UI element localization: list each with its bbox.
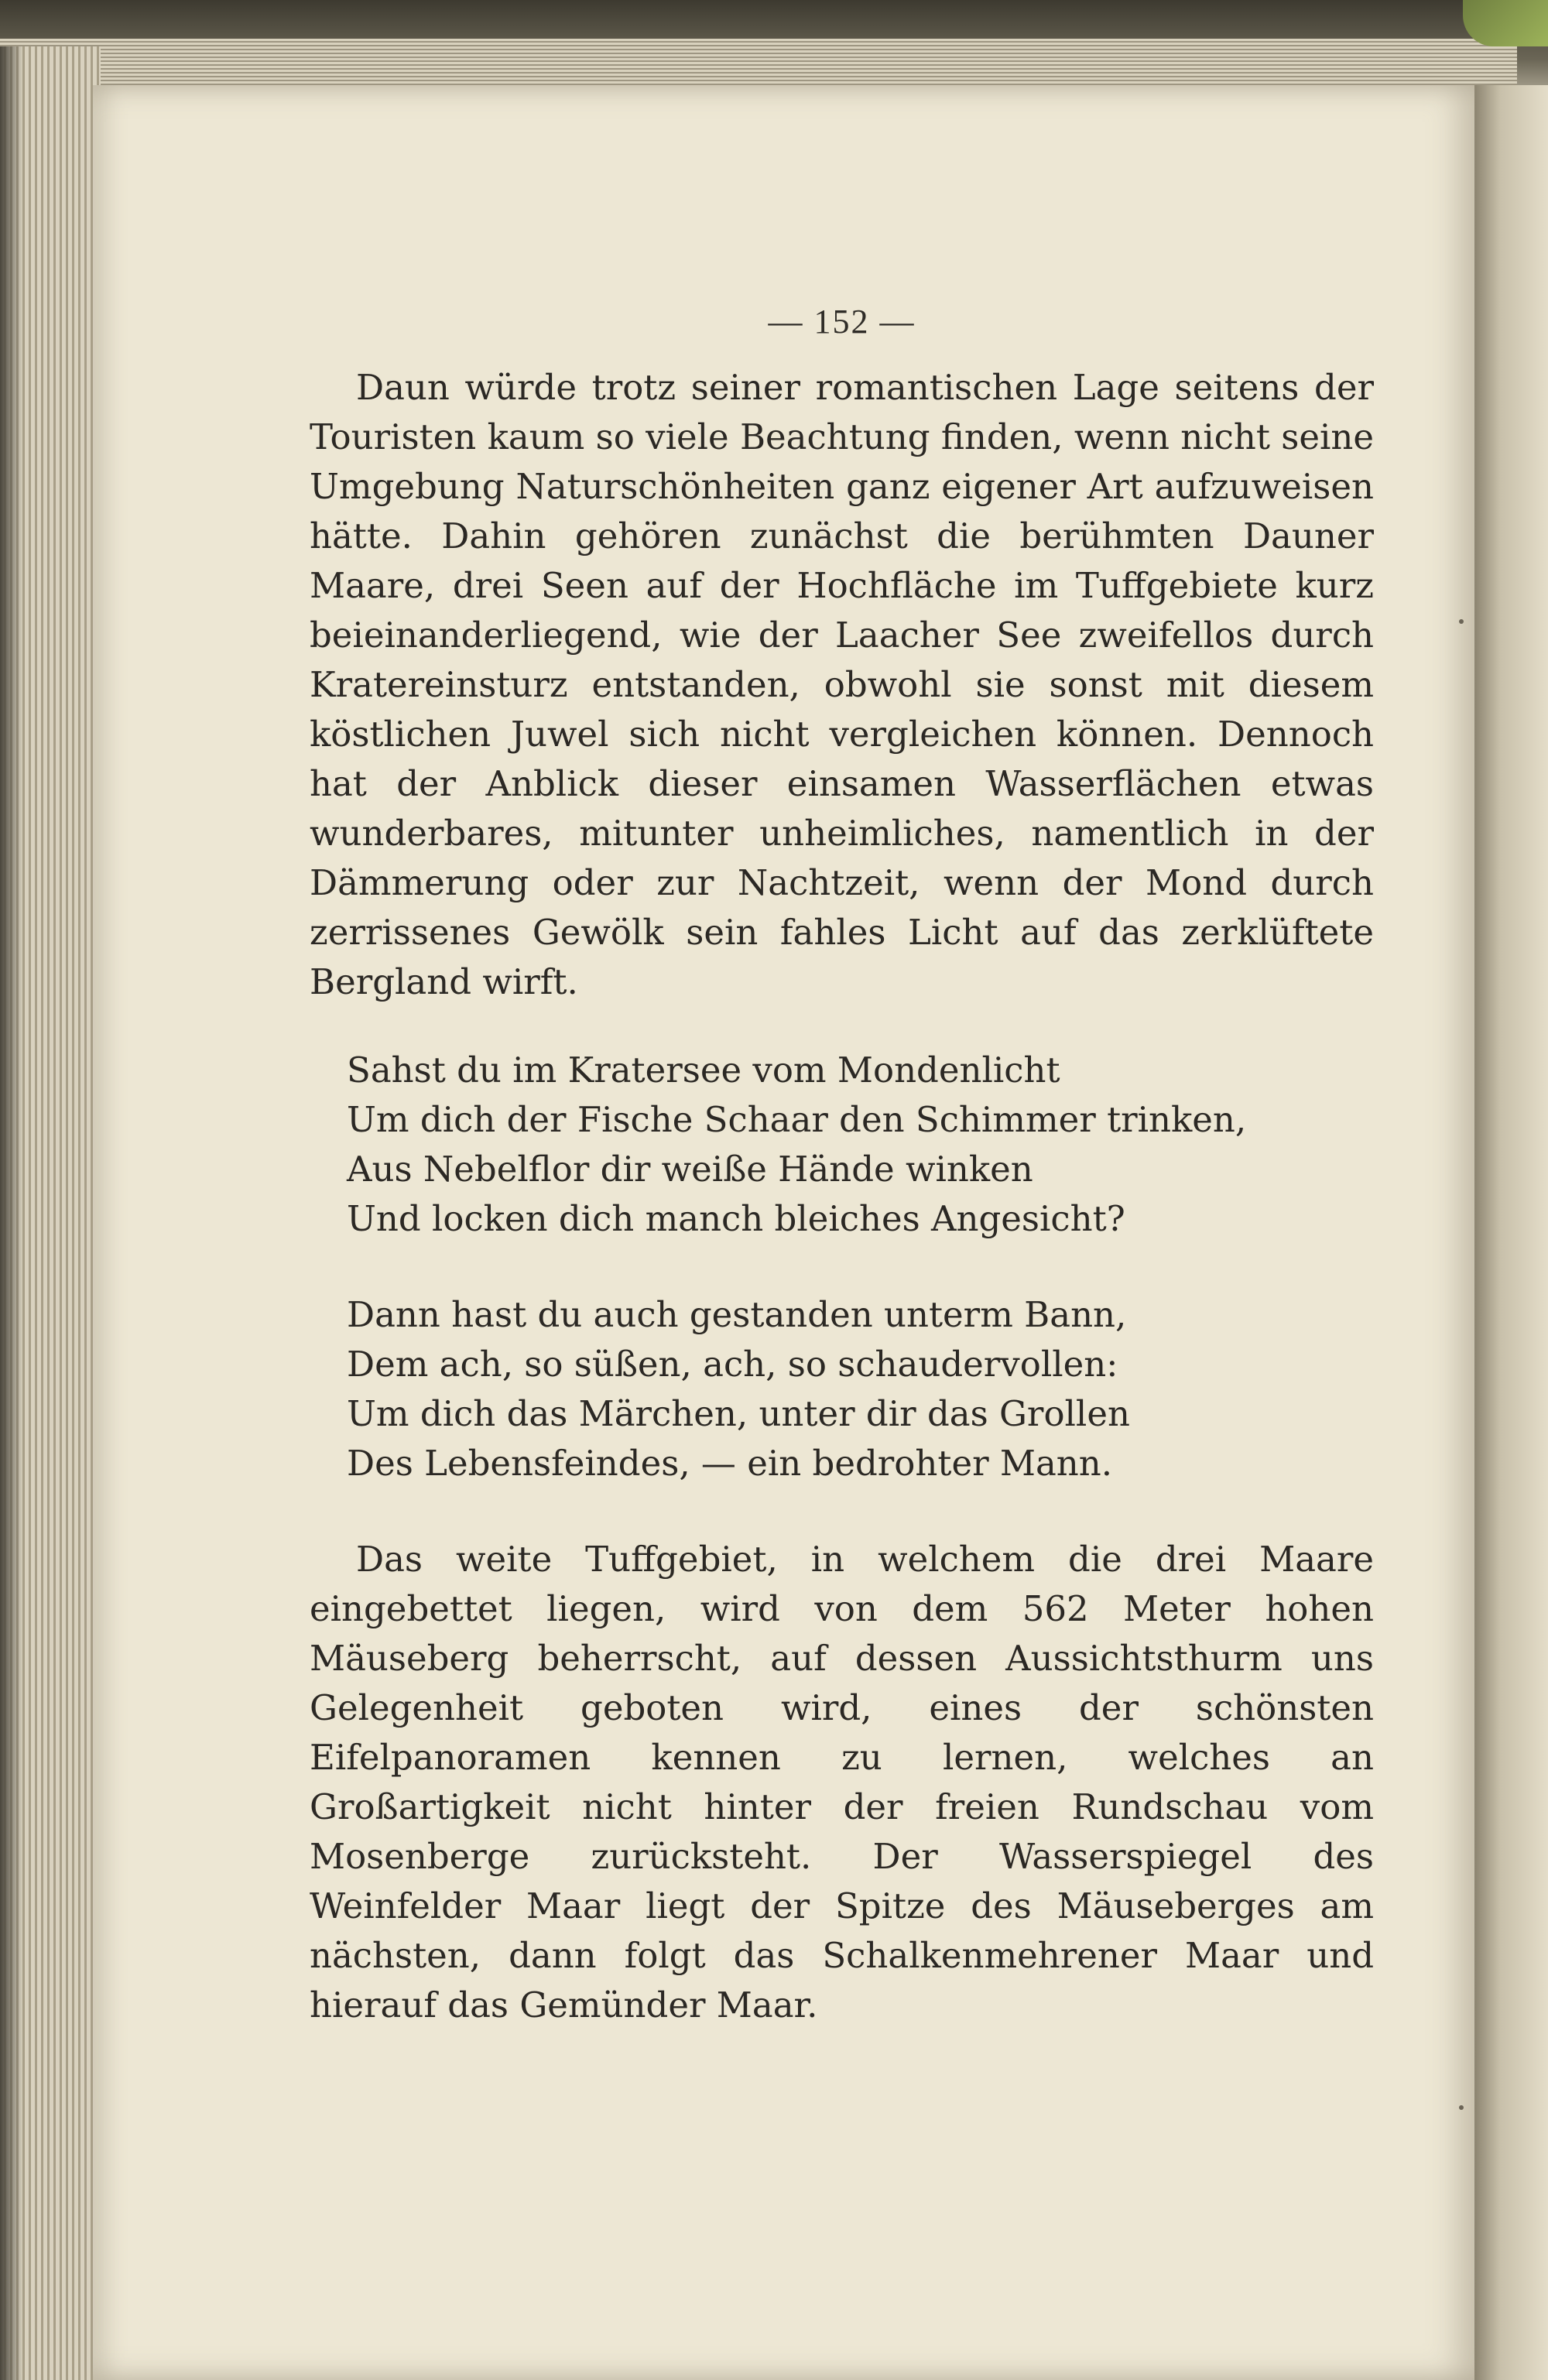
body-paragraph [310,363,1374,1007]
poem-line: Des Lebensfeindes, — ein bedrohter Mann. [347,1443,1113,1484]
page-number: — 152 — [768,303,916,341]
poem-line: Sahst du im Kratersee vom Mondenlicht [347,1050,1060,1091]
page-gutter [1474,85,1548,2380]
closing-paragraph [310,1535,1374,2030]
poem-stanza-2 [310,1290,1374,1488]
poem-line: Um dich das Märchen, unter dir das Grollen [347,1393,1130,1434]
poem-line: Und locken dich manch bleiches Angesicht? [347,1198,1125,1239]
page-content [310,302,1374,2030]
paragraph-text: Das weite Tuffgebiet, in welchem die drei Maare eingebettet liegen, wird von dem 562 Meter hohen Mäuseberg beherrscht, auf dessen Aussichtsthurm uns Gelegenheit geboten wird, eines der schönsten Eifelpanoramen kennen zu lernen, welches an Großartigkeit nicht hinter der freien Rundschau vom Mosenberge zurücksteht. Der Wasserspiegel des Weinfelder Maar liegt der Spitze des Mäuseberges am nächsten, dann folgt das Schalkenmehrener Maar und hierauf das Gemünder Maar. [310,1539,1374,2026]
left-shadow [0,46,23,2380]
poem-line: Aus Nebelflor dir weiße Hände winken [347,1149,1033,1190]
poem [310,1046,1374,1488]
poem-line: Dann hast du auch gestanden unterm Bann, [347,1294,1127,1335]
poem-stanza-1 [310,1046,1374,1244]
paragraph-text: Daun würde trotz seiner romantischen Lage seitens der Touristen kaum so viele Beachtung finden, wenn nicht seine Umgebung Naturschönheiten ganz eigener Art aufzuweisen hätte. Dahin gehören zunächst die berühmten Dauner Maare, drei Seen auf der Hochfläche im Tuffgebiete kurz beieinanderliegend, wie der Laacher See zweifellos durch Kratereinsturz entstanden, obwohl sie sonst mit diesem köstlichen Juwel sich nicht vergleichen können. Dennoch hat der Anblick dieser einsamen Wasserflächen etwas wunderbares, mitunter unheimliches, namentlich in der Dämmerung oder zur Nachtzeit, wenn der Mond durch zerrissenes Gewölk sein fahles Licht auf das zerklüftete Bergland wirft. [310,367,1374,1002]
poem-line: Dem ach, so süßen, ach, so schaudervollen: [347,1344,1118,1385]
margin-mark [1459,619,1464,624]
margin-mark [1459,2105,1464,2110]
poem-line: Um dich der Fische Schaar den Schimmer trinken, [347,1099,1247,1140]
cover-corner [1463,0,1548,46]
